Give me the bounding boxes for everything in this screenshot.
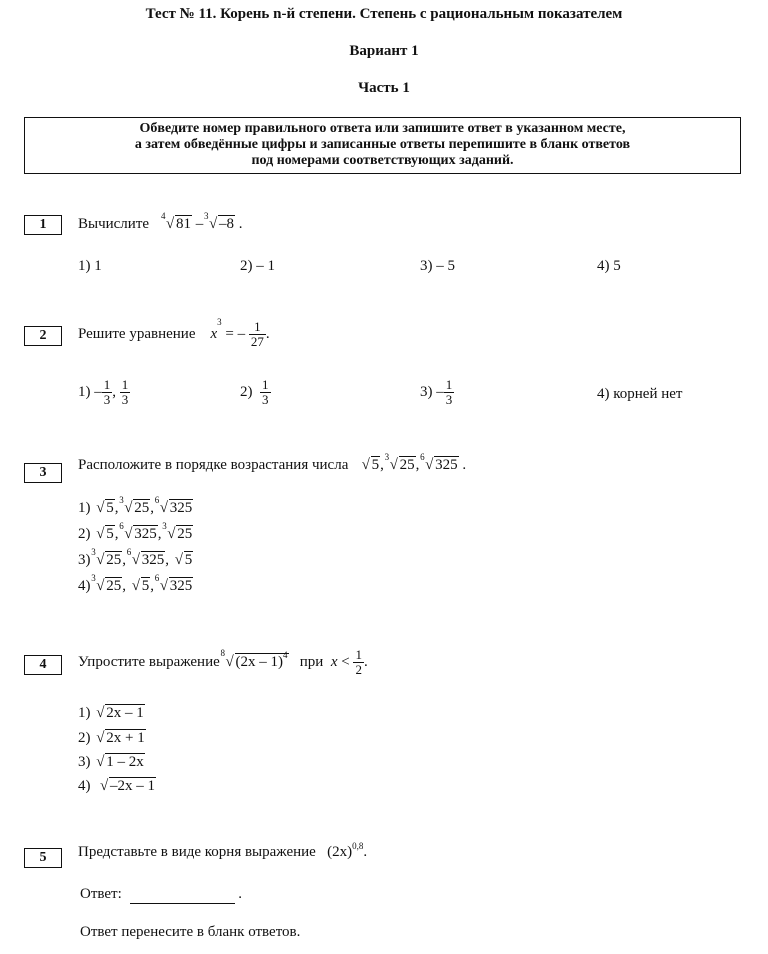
transfer-note: Ответ перенесите в бланк ответов. xyxy=(80,924,301,940)
instruction-line: под номерами соответствующих заданий. xyxy=(251,153,514,168)
task-4-question: Упростите выражение 8 √ (2x – 1)$^4$ при x < $\frac{1}{2}$ . xyxy=(78,647,368,677)
instructions-box xyxy=(24,117,741,174)
instruction-line: а затем обведённые цифры и записанные ответы перепишите в бланк ответов xyxy=(134,137,631,152)
page-title: Тест № 11. Корень n-й степени. Степень с рациональным показателем xyxy=(145,6,623,22)
option-1[interactable]: 1) √ 5, 3 √ 25, 6 √ 325 xyxy=(78,495,193,516)
option-4[interactable]: 4) корней нет xyxy=(597,386,683,402)
option-4[interactable]: 4) 3 √ 25, √ 5, 6 √ 325 xyxy=(78,573,193,594)
radical: 3 √ –8 xyxy=(204,211,235,232)
variant-heading: Вариант 1 xyxy=(349,43,419,59)
task-number-3: 3 xyxy=(24,463,62,483)
task-number-2: 2 xyxy=(24,326,62,346)
option-1[interactable]: 1) – $\frac{1}{3}$ , $\frac{1}{3}$ xyxy=(78,377,129,407)
task-5-question: Представьте в виде корня выражение $(2x)^{0,8}$. xyxy=(78,841,368,860)
task-1-question: Вычислите 4 √ 81 – 3 √ –8 . xyxy=(78,211,243,232)
task-number-5: 5 xyxy=(24,848,62,868)
task-5-text: Представьте в виде корня выражение xyxy=(78,844,316,860)
option-4[interactable]: 4) √ –2x – 1 xyxy=(78,778,155,794)
option-2[interactable]: 2) √ 5, 6 √ 325, 3 √ 25 xyxy=(78,521,193,542)
instruction-line: Обведите номер правильного ответа или запишите ответ в указанном месте, xyxy=(139,121,626,136)
task-2-question: Решите уравнение $x^3$ = – $\frac{1}{27}$ . xyxy=(78,317,270,349)
task-4-text: Упростите выражение xyxy=(78,653,220,670)
option-1[interactable]: 1) 1 xyxy=(78,258,102,274)
fraction: $\frac{1}{27}$ xyxy=(250,319,264,349)
task-number-4: 4 xyxy=(24,655,62,675)
task-number-1: 1 xyxy=(24,215,62,235)
answer-field[interactable] xyxy=(130,886,235,904)
option-3[interactable]: 3) – 5 xyxy=(420,258,455,274)
option-2[interactable]: 2) √ 2x + 1 xyxy=(78,730,145,746)
option-3[interactable]: 3) 3 √ 25, 6 √ 325, √ 5 xyxy=(78,547,193,568)
task-3-question: Расположите в порядке возрастания числа √ 5, 3 √ 25, 6 √ 325 . xyxy=(78,452,467,473)
task-3-text: Расположите в порядке возрастания числа xyxy=(78,457,349,473)
option-1[interactable]: 1) √ 2x – 1 xyxy=(78,705,144,721)
radical: 4 √ 81 xyxy=(161,211,192,232)
option-3[interactable]: 3) – $\frac{1}{3}$ xyxy=(420,377,453,407)
option-3[interactable]: 3) √ 1 – 2x xyxy=(78,754,144,770)
option-4[interactable]: 4) 5 xyxy=(597,258,621,274)
part-heading: Часть 1 xyxy=(358,80,410,96)
option-2[interactable]: 2) – 1 xyxy=(240,258,275,274)
task-1-text: Вычислите xyxy=(78,216,150,232)
answer-label: Ответ: xyxy=(80,886,122,902)
answer-row: Ответ: . xyxy=(80,886,243,902)
task-2-text: Решите уравнение xyxy=(78,325,196,342)
option-2[interactable]: 2) $\frac{1}{3}$ xyxy=(240,377,269,407)
